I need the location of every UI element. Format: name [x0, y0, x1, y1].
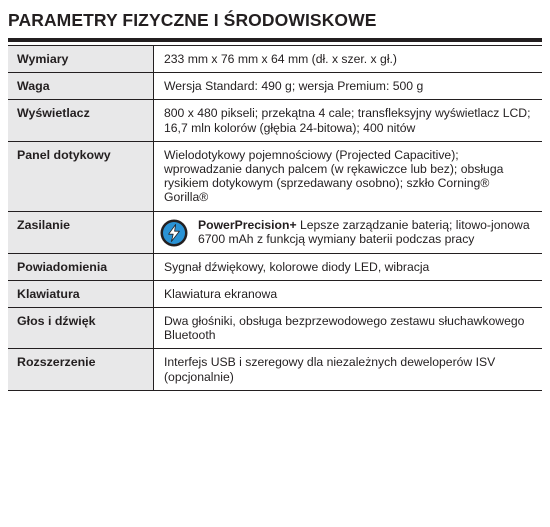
spec-row-keyboard	[8, 280, 542, 307]
spec-row-display	[8, 100, 542, 141]
spec-label: Wymiary	[8, 46, 154, 73]
spec-value	[154, 211, 543, 253]
spec-value: Klawiatura ekranowa	[154, 280, 543, 307]
spec-value: Interfejs USB i szeregowy dla niezależnych deweloperów ISV (opcjonalnie)	[154, 349, 543, 390]
power-brand: PowerPrecision+	[198, 217, 297, 232]
spec-row-weight	[8, 73, 542, 100]
power-description: Lepsze zarządzanie baterią; litowo-jonowa 6700 mAh z funkcją wymiany baterii podczas pracy	[198, 217, 530, 246]
spec-label: Głos i dźwięk	[8, 308, 154, 349]
spec-value: 800 x 480 pikseli; przekątna 4 cale; transfleksyjny wyświetlacz LCD; 16,7 mln kolorów (głębia 24-bitowa); 400 nitów	[154, 100, 543, 141]
spec-label: Zasilanie	[8, 211, 154, 253]
spec-value: Sygnał dźwiękowy, kolorowe diody LED, wibracja	[154, 253, 543, 280]
title-rule	[8, 38, 542, 42]
spec-label: Wyświetlacz	[8, 100, 154, 141]
spec-row-notifications	[8, 253, 542, 280]
spec-value: 233 mm x 76 mm x 64 mm (dł. x szer. x gł.)	[154, 46, 543, 73]
power-text	[198, 218, 534, 246]
spec-label: Klawiatura	[8, 280, 154, 307]
spec-label: Panel dotykowy	[8, 141, 154, 211]
power-precision-block	[164, 218, 534, 247]
spec-label: Rozszerzenie	[8, 349, 154, 390]
spec-value: Dwa głośniki, obsługa bezprzewodowego zestawu słuchawkowego Bluetooth	[154, 308, 543, 349]
spec-value: Wielodotykowy pojemnościowy (Projected Capacitive); wprowadzanie danych palcem (w rękawiczce lub bez); obsługa rysikiem dotykowym (sprzedawany osobno); szkło Corning® Gorilla®	[154, 141, 543, 211]
spec-table	[8, 45, 542, 391]
section-title: PARAMETRY FIZYCZNE I ŚRODOWISKOWE	[8, 10, 377, 30]
spec-row-touch-panel	[8, 141, 542, 211]
spec-label: Waga	[8, 73, 154, 100]
spec-value: Wersja Standard: 490 g; wersja Premium: 500 g	[154, 73, 543, 100]
spec-row-power	[8, 211, 542, 253]
spec-label: Powiadomienia	[8, 253, 154, 280]
lightning-bolt-icon	[160, 219, 188, 247]
spec-row-voice-audio	[8, 308, 542, 349]
spec-row-expansion	[8, 349, 542, 390]
spec-row-dimensions	[8, 46, 542, 73]
